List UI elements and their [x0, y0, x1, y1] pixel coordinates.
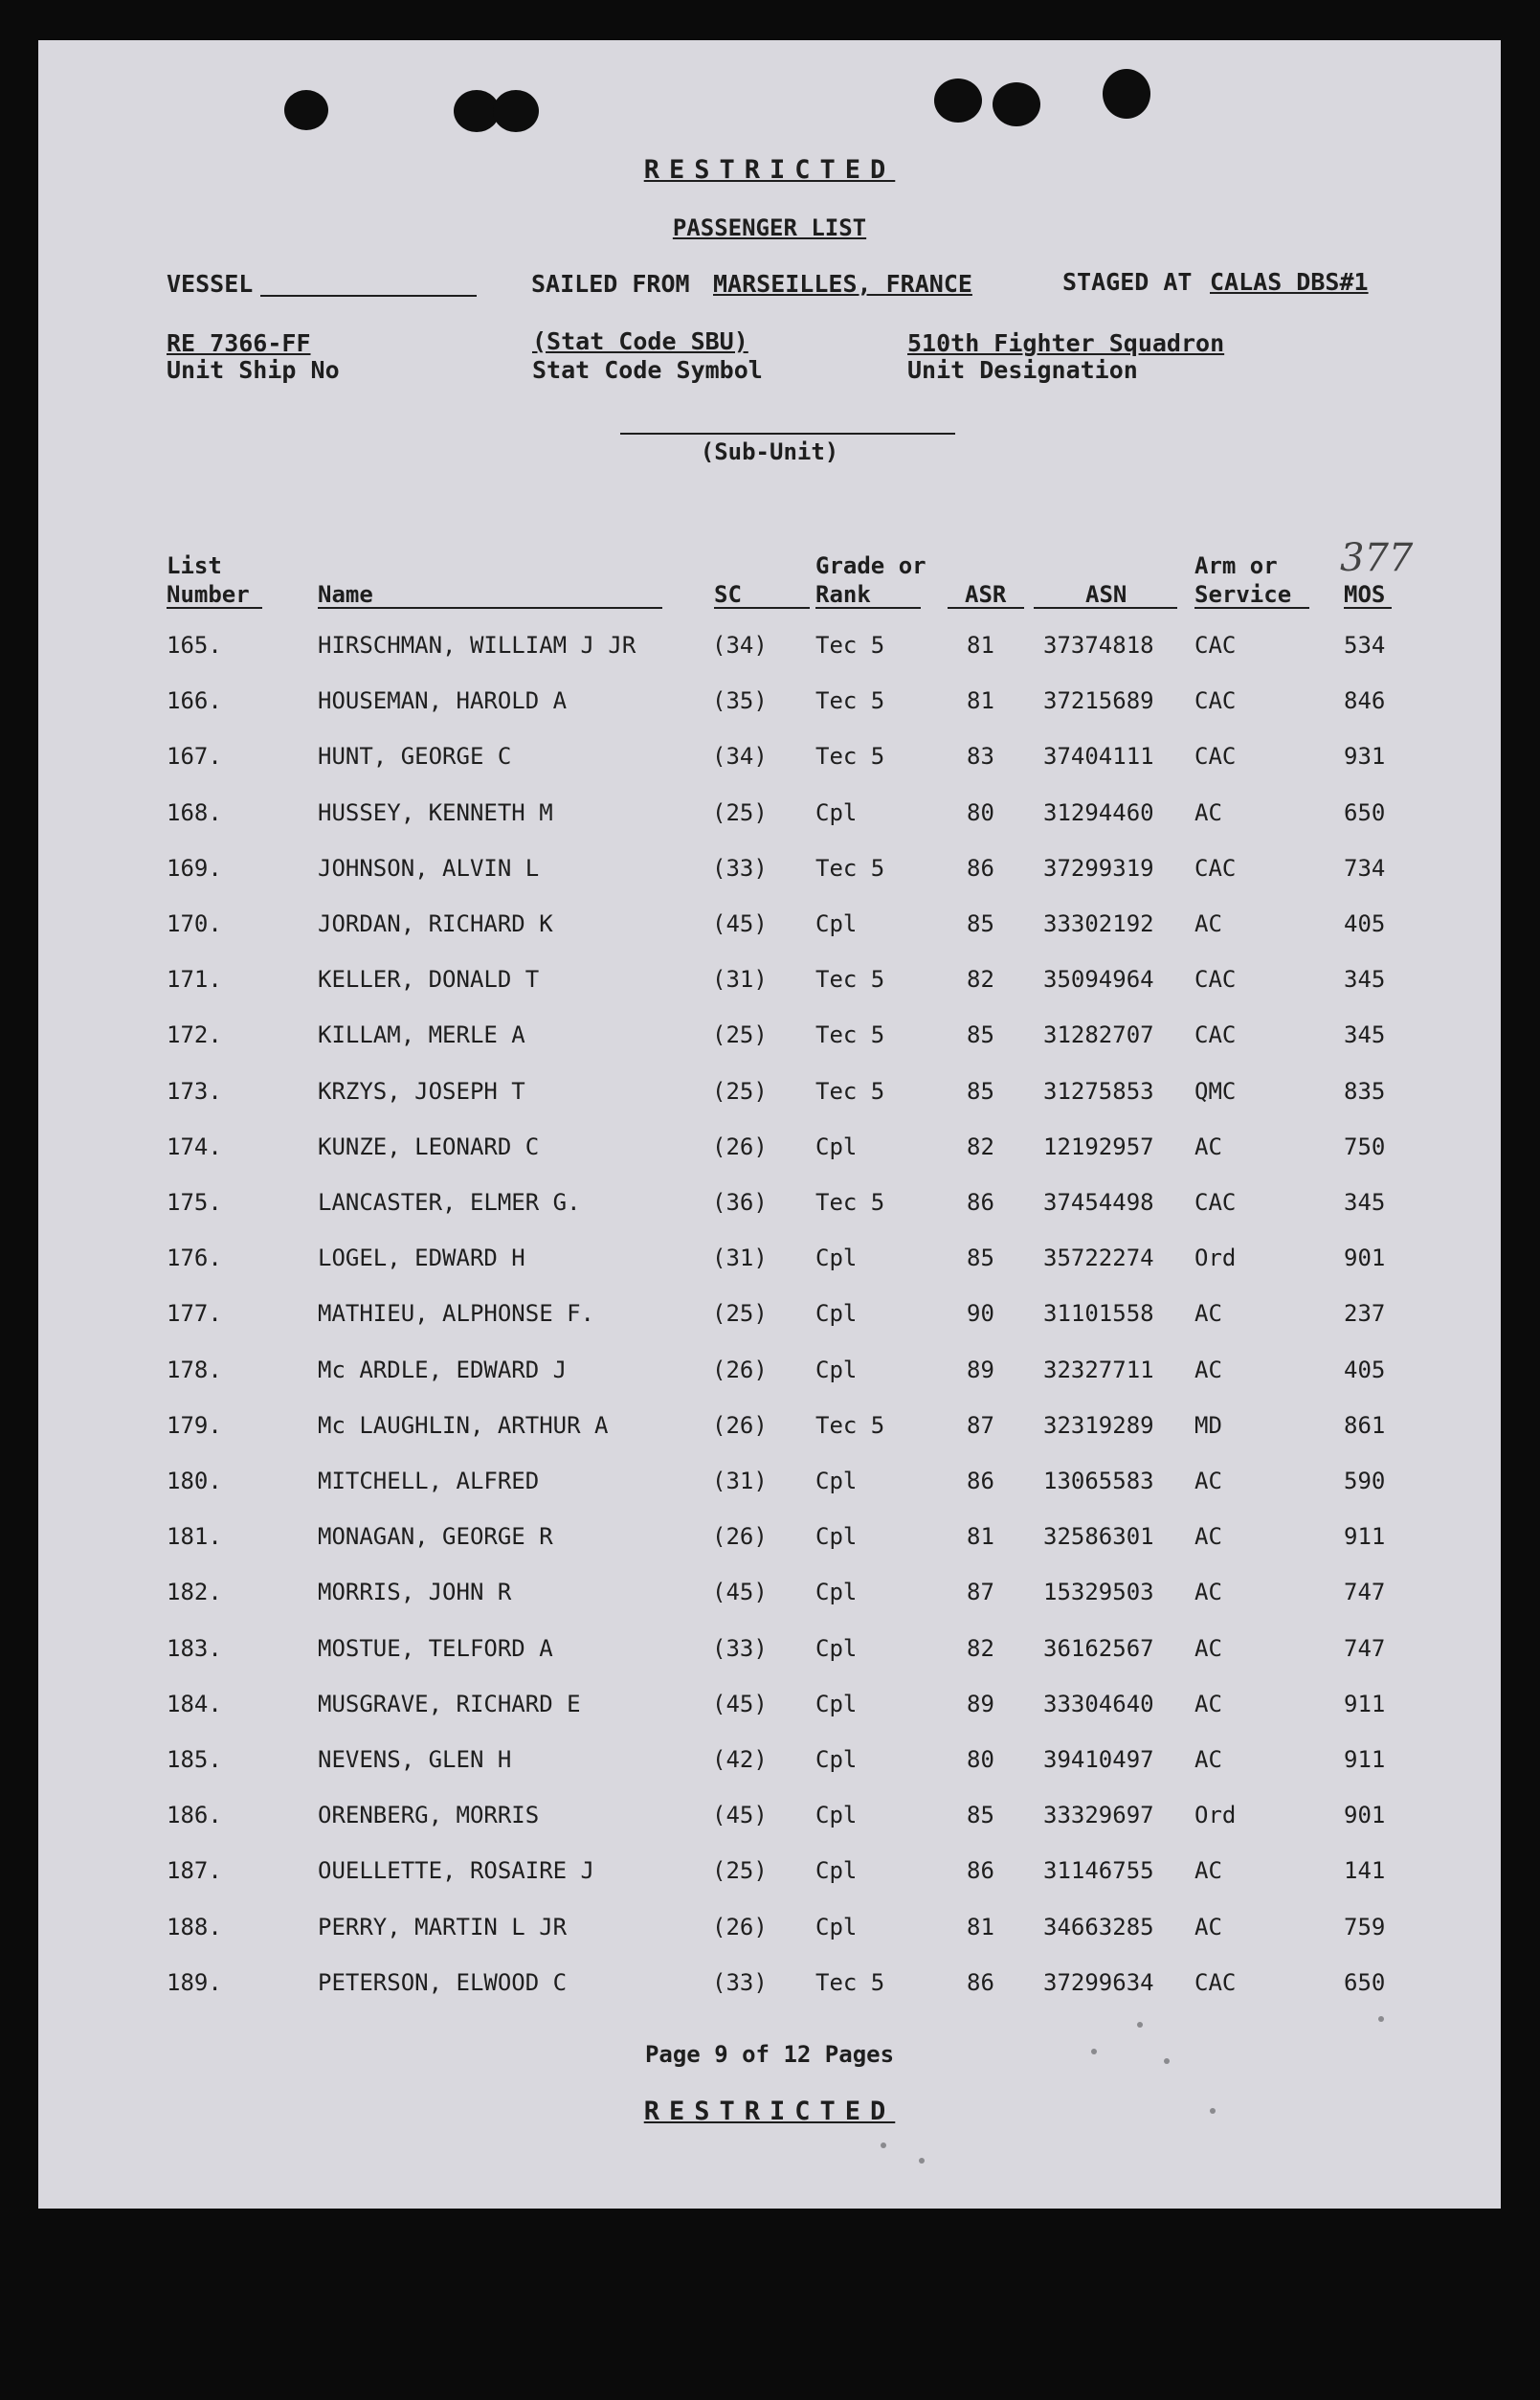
list-number-cell: 178. — [167, 1357, 222, 1383]
name-cell: NEVENS, GLEN H — [318, 1746, 512, 1773]
document-title: PASSENGER LIST — [672, 214, 867, 241]
col-underline — [815, 607, 921, 609]
mos-cell: 911 — [1344, 1523, 1386, 1550]
list-number-cell: 179. — [167, 1412, 222, 1439]
table-row — [38, 1635, 1501, 1673]
mos-cell: 911 — [1344, 1746, 1386, 1773]
vessel-label: VESSEL — [167, 270, 254, 298]
table-row — [38, 1523, 1501, 1561]
table-row — [38, 910, 1501, 949]
name-cell: JORDAN, RICHARD K — [318, 910, 553, 937]
asn-cell: 31101558 — [1043, 1300, 1154, 1327]
col-asr: ASR — [965, 581, 1007, 608]
mos-cell: 835 — [1344, 1078, 1386, 1105]
asr-cell: 82 — [967, 1635, 994, 1662]
unit-ship-no-label: Unit Ship No — [167, 356, 340, 384]
sc-cell: (33) — [712, 1635, 768, 1662]
name-cell: KRZYS, JOSEPH T — [318, 1078, 525, 1105]
paper-speck — [919, 2158, 925, 2164]
table-row — [38, 1245, 1501, 1283]
asn-cell: 37299634 — [1043, 1969, 1154, 1996]
list-number-cell: 185. — [167, 1746, 222, 1773]
grade-cell: Cpl — [815, 1635, 858, 1662]
arm-service-cell: CAC — [1194, 687, 1237, 714]
col-underline — [167, 607, 262, 609]
grade-cell: Cpl — [815, 1691, 858, 1717]
grade-cell: Tec 5 — [815, 1969, 885, 1996]
staged-at-value: CALAS DBS#1 — [1210, 268, 1369, 296]
list-number-cell: 172. — [167, 1021, 222, 1048]
grade-cell: Tec 5 — [815, 966, 885, 993]
sc-cell: (26) — [712, 1914, 768, 1940]
col-asn: ASN — [1085, 581, 1127, 608]
paper-speck — [1164, 2058, 1170, 2064]
asn-cell: 32586301 — [1043, 1523, 1154, 1550]
sc-cell: (26) — [712, 1133, 768, 1160]
col-arm-service: Arm or Service — [1194, 552, 1292, 608]
name-cell: ORENBERG, MORRIS — [318, 1802, 540, 1828]
restricted-stamp-top: RESTRICTED — [643, 155, 896, 185]
asr-cell: 86 — [967, 1969, 994, 1996]
asr-cell: 85 — [967, 1021, 994, 1048]
paper-speck — [1378, 2016, 1384, 2022]
name-cell: OUELLETTE, ROSAIRE J — [318, 1857, 594, 1884]
grade-cell: Tec 5 — [815, 743, 885, 770]
list-number-cell: 171. — [167, 966, 222, 993]
col-underline — [714, 607, 810, 609]
name-cell: HIRSCHMAN, WILLIAM J JR — [318, 632, 636, 659]
sc-cell: (26) — [712, 1412, 768, 1439]
asr-cell: 87 — [967, 1412, 994, 1439]
mos-cell: 405 — [1344, 1357, 1386, 1383]
mos-cell: 650 — [1344, 1969, 1386, 1996]
mos-cell: 345 — [1344, 1021, 1386, 1048]
arm-service-cell: AC — [1194, 1635, 1222, 1662]
asr-cell: 80 — [967, 1746, 994, 1773]
grade-cell: Tec 5 — [815, 1021, 885, 1048]
list-number-cell: 177. — [167, 1300, 222, 1327]
table-row — [38, 1802, 1501, 1840]
asn-cell: 33302192 — [1043, 910, 1154, 937]
table-row — [38, 743, 1501, 781]
arm-service-cell: AC — [1194, 1133, 1222, 1160]
grade-cell: Cpl — [815, 1579, 858, 1605]
name-cell: KILLAM, MERLE A — [318, 1021, 525, 1048]
punch-hole — [934, 79, 982, 123]
asn-cell: 33329697 — [1043, 1802, 1154, 1828]
name-cell: JOHNSON, ALVIN L — [318, 855, 540, 882]
mos-cell: 650 — [1344, 799, 1386, 826]
list-number-cell: 173. — [167, 1078, 222, 1105]
sc-cell: (25) — [712, 1021, 768, 1048]
table-row — [38, 855, 1501, 893]
punch-hole — [493, 90, 539, 132]
arm-service-cell: CAC — [1194, 743, 1237, 770]
sc-cell: (25) — [712, 1857, 768, 1884]
mos-cell: 590 — [1344, 1468, 1386, 1494]
punch-hole — [1103, 69, 1150, 119]
grade-cell: Cpl — [815, 1357, 858, 1383]
col-name: Name — [318, 581, 373, 608]
grade-cell: Tec 5 — [815, 632, 885, 659]
arm-service-cell: AC — [1194, 1746, 1222, 1773]
mos-cell: 534 — [1344, 632, 1386, 659]
sc-cell: (25) — [712, 1078, 768, 1105]
asr-cell: 86 — [967, 1468, 994, 1494]
table-row — [38, 1300, 1501, 1338]
asr-cell: 80 — [967, 799, 994, 826]
asn-cell: 32327711 — [1043, 1357, 1154, 1383]
sc-cell: (45) — [712, 1579, 768, 1605]
arm-service-cell: MD — [1194, 1412, 1222, 1439]
mos-cell: 931 — [1344, 743, 1386, 770]
sub-unit-line — [620, 433, 955, 435]
sc-cell: (36) — [712, 1189, 768, 1216]
list-number-cell: 169. — [167, 855, 222, 882]
arm-service-cell: AC — [1194, 1300, 1222, 1327]
arm-service-cell: AC — [1194, 1579, 1222, 1605]
mos-cell: 846 — [1344, 687, 1386, 714]
sc-cell: (45) — [712, 910, 768, 937]
table-row — [38, 1021, 1501, 1060]
sc-cell: (34) — [712, 743, 768, 770]
mos-cell: 747 — [1344, 1635, 1386, 1662]
table-row — [38, 1078, 1501, 1116]
name-cell: LANCASTER, ELMER G. — [318, 1189, 581, 1216]
table-row — [38, 1133, 1501, 1172]
list-number-cell: 176. — [167, 1245, 222, 1271]
asr-cell: 81 — [967, 632, 994, 659]
grade-cell: Cpl — [815, 1523, 858, 1550]
table-row — [38, 1969, 1501, 2007]
arm-service-cell: Ord — [1194, 1245, 1237, 1271]
paper-speck — [1091, 2049, 1097, 2054]
name-cell: MITCHELL, ALFRED — [318, 1468, 540, 1494]
sailed-from-label: SAILED FROM — [531, 270, 690, 298]
asr-cell: 89 — [967, 1357, 994, 1383]
list-number-cell: 174. — [167, 1133, 222, 1160]
mos-cell: 237 — [1344, 1300, 1386, 1327]
name-cell: LOGEL, EDWARD H — [318, 1245, 525, 1271]
grade-cell: Tec 5 — [815, 1412, 885, 1439]
asr-cell: 85 — [967, 1245, 994, 1271]
arm-service-cell: AC — [1194, 1523, 1222, 1550]
list-number-cell: 183. — [167, 1635, 222, 1662]
grade-cell: Cpl — [815, 1746, 858, 1773]
mos-cell: 141 — [1344, 1857, 1386, 1884]
asn-cell: 13065583 — [1043, 1468, 1154, 1494]
asn-cell: 37299319 — [1043, 855, 1154, 882]
asr-cell: 85 — [967, 1078, 994, 1105]
punch-hole — [284, 90, 328, 130]
name-cell: Mc ARDLE, EDWARD J — [318, 1357, 568, 1383]
table-row — [38, 1412, 1501, 1450]
sc-cell: (26) — [712, 1523, 768, 1550]
grade-cell: Cpl — [815, 1914, 858, 1940]
asr-cell: 87 — [967, 1579, 994, 1605]
name-cell: HOUSEMAN, HAROLD A — [318, 687, 568, 714]
list-number-cell: 166. — [167, 687, 222, 714]
grade-cell: Cpl — [815, 1802, 858, 1828]
name-cell: PERRY, MARTIN L JR — [318, 1914, 568, 1940]
sc-cell: (45) — [712, 1802, 768, 1828]
name-cell: MUSGRAVE, RICHARD E — [318, 1691, 581, 1717]
mos-cell: 759 — [1344, 1914, 1386, 1940]
arm-service-cell: CAC — [1194, 1189, 1237, 1216]
asn-cell: 37454498 — [1043, 1189, 1154, 1216]
table-row — [38, 966, 1501, 1004]
sc-cell: (45) — [712, 1691, 768, 1717]
list-number-cell: 165. — [167, 632, 222, 659]
list-number-cell: 187. — [167, 1857, 222, 1884]
sc-cell: (25) — [712, 799, 768, 826]
name-cell: HUNT, GEORGE C — [318, 743, 512, 770]
mos-cell: 901 — [1344, 1802, 1386, 1828]
grade-cell: Tec 5 — [815, 687, 885, 714]
punch-hole — [993, 82, 1040, 126]
name-cell: Mc LAUGHLIN, ARTHUR A — [318, 1412, 609, 1439]
list-number-cell: 175. — [167, 1189, 222, 1216]
name-cell: PETERSON, ELWOOD C — [318, 1969, 568, 1996]
mos-cell: 405 — [1344, 910, 1386, 937]
list-number-cell: 167. — [167, 743, 222, 770]
sc-cell: (31) — [712, 1468, 768, 1494]
unit-ship-no-value: RE 7366-FF — [167, 329, 311, 357]
sc-cell: (25) — [712, 1300, 768, 1327]
grade-cell: Cpl — [815, 1468, 858, 1494]
asr-cell: 86 — [967, 1857, 994, 1884]
sc-cell: (34) — [712, 632, 768, 659]
col-grade: Grade or Rank — [815, 552, 926, 608]
mos-cell: 861 — [1344, 1412, 1386, 1439]
arm-service-cell: QMC — [1194, 1078, 1237, 1105]
asr-cell: 86 — [967, 855, 994, 882]
asn-cell: 37404111 — [1043, 743, 1154, 770]
sc-cell: (26) — [712, 1357, 768, 1383]
sc-cell: (35) — [712, 687, 768, 714]
asn-cell: 31275853 — [1043, 1078, 1154, 1105]
page-number-label: Page 9 of 12 Pages — [644, 2041, 895, 2068]
col-sc: SC — [714, 581, 742, 608]
asn-cell: 32319289 — [1043, 1412, 1154, 1439]
table-row — [38, 799, 1501, 838]
sc-cell: (33) — [712, 1969, 768, 1996]
asr-cell: 83 — [967, 743, 994, 770]
paper-speck — [1137, 2022, 1143, 2028]
arm-service-cell: CAC — [1194, 632, 1237, 659]
asr-cell: 81 — [967, 687, 994, 714]
unit-designation-label: Unit Designation — [907, 356, 1138, 384]
table-row — [38, 1746, 1501, 1784]
col-underline — [1194, 607, 1309, 609]
table-row — [38, 1357, 1501, 1395]
list-number-cell: 186. — [167, 1802, 222, 1828]
asn-cell: 39410497 — [1043, 1746, 1154, 1773]
table-row — [38, 1189, 1501, 1227]
arm-service-cell: AC — [1194, 910, 1222, 937]
list-number-cell: 168. — [167, 799, 222, 826]
list-number-cell: 189. — [167, 1969, 222, 1996]
name-cell: MATHIEU, ALPHONSE F. — [318, 1300, 594, 1327]
grade-cell: Cpl — [815, 1245, 858, 1271]
table-row — [38, 1579, 1501, 1617]
grade-cell: Cpl — [815, 1857, 858, 1884]
asn-cell: 31146755 — [1043, 1857, 1154, 1884]
asn-cell: 37374818 — [1043, 632, 1154, 659]
grade-cell: Tec 5 — [815, 1078, 885, 1105]
list-number-cell: 181. — [167, 1523, 222, 1550]
grade-cell: Tec 5 — [815, 1189, 885, 1216]
arm-service-cell: CAC — [1194, 1969, 1237, 1996]
mos-cell: 747 — [1344, 1579, 1386, 1605]
asr-cell: 81 — [967, 1523, 994, 1550]
sc-cell: (31) — [712, 1245, 768, 1271]
name-cell: KUNZE, LEONARD C — [318, 1133, 540, 1160]
arm-service-cell: AC — [1194, 1691, 1222, 1717]
name-cell: MOSTUE, TELFORD A — [318, 1635, 553, 1662]
table-row — [38, 1691, 1501, 1729]
paper-speck — [881, 2142, 886, 2148]
grade-cell: Tec 5 — [815, 855, 885, 882]
sub-unit-label: (Sub-Unit) — [700, 438, 839, 465]
asn-cell: 35722274 — [1043, 1245, 1154, 1271]
name-cell: KELLER, DONALD T — [318, 966, 540, 993]
asn-cell: 15329503 — [1043, 1579, 1154, 1605]
asr-cell: 85 — [967, 910, 994, 937]
unit-designation-value: 510th Fighter Squadron — [907, 329, 1225, 357]
name-cell: HUSSEY, KENNETH M — [318, 799, 553, 826]
asr-cell: 82 — [967, 1133, 994, 1160]
asn-cell: 34663285 — [1043, 1914, 1154, 1940]
col-underline — [1344, 607, 1392, 609]
handwritten-page-number: 377 — [1340, 536, 1414, 580]
list-number-cell: 188. — [167, 1914, 222, 1940]
name-cell: MORRIS, JOHN R — [318, 1579, 512, 1605]
stat-code-value: (Stat Code SBU) — [532, 327, 748, 355]
mos-cell: 345 — [1344, 1189, 1386, 1216]
arm-service-cell: AC — [1194, 1857, 1222, 1884]
asn-cell: 12192957 — [1043, 1133, 1154, 1160]
table-row — [38, 687, 1501, 726]
arm-service-cell: Ord — [1194, 1802, 1237, 1828]
col-list-number: List Number — [167, 552, 250, 608]
mos-cell: 734 — [1344, 855, 1386, 882]
arm-service-cell: CAC — [1194, 855, 1237, 882]
arm-service-cell: AC — [1194, 1468, 1222, 1494]
asr-cell: 85 — [967, 1802, 994, 1828]
sailed-from-value: MARSEILLES, FRANCE — [713, 270, 972, 298]
asr-cell: 90 — [967, 1300, 994, 1327]
asr-cell: 86 — [967, 1189, 994, 1216]
mos-cell: 345 — [1344, 966, 1386, 993]
mos-cell: 911 — [1344, 1691, 1386, 1717]
name-cell: MONAGAN, GEORGE R — [318, 1523, 553, 1550]
grade-cell: Cpl — [815, 799, 858, 826]
list-number-cell: 170. — [167, 910, 222, 937]
sc-cell: (42) — [712, 1746, 768, 1773]
sc-cell: (33) — [712, 855, 768, 882]
asr-cell: 82 — [967, 966, 994, 993]
asn-cell: 36162567 — [1043, 1635, 1154, 1662]
table-row — [38, 1914, 1501, 1952]
sc-cell: (31) — [712, 966, 768, 993]
arm-service-cell: AC — [1194, 1357, 1222, 1383]
col-underline — [948, 607, 1024, 609]
grade-cell: Cpl — [815, 910, 858, 937]
arm-service-cell: AC — [1194, 799, 1222, 826]
list-number-cell: 182. — [167, 1579, 222, 1605]
staged-at-label: STAGED AT — [1062, 268, 1193, 296]
list-number-cell: 180. — [167, 1468, 222, 1494]
stat-code-label: Stat Code Symbol — [532, 356, 763, 384]
arm-service-cell: CAC — [1194, 1021, 1237, 1048]
grade-cell: Cpl — [815, 1300, 858, 1327]
asn-cell: 33304640 — [1043, 1691, 1154, 1717]
mos-cell: 750 — [1344, 1133, 1386, 1160]
vessel-blank-line — [260, 295, 477, 297]
col-underline — [1034, 607, 1177, 609]
grade-cell: Cpl — [815, 1133, 858, 1160]
asn-cell: 31294460 — [1043, 799, 1154, 826]
arm-service-cell: AC — [1194, 1914, 1222, 1940]
col-underline — [318, 607, 662, 609]
arm-service-cell: CAC — [1194, 966, 1237, 993]
asn-cell: 31282707 — [1043, 1021, 1154, 1048]
restricted-stamp-bottom: RESTRICTED — [643, 2097, 896, 2126]
asn-cell: 35094964 — [1043, 966, 1154, 993]
table-row — [38, 632, 1501, 670]
list-number-cell: 184. — [167, 1691, 222, 1717]
asn-cell: 37215689 — [1043, 687, 1154, 714]
table-row — [38, 1857, 1501, 1895]
table-row — [38, 1468, 1501, 1506]
document-page — [38, 40, 1501, 2209]
mos-cell: 901 — [1344, 1245, 1386, 1271]
asr-cell: 89 — [967, 1691, 994, 1717]
col-mos: MOS — [1344, 581, 1386, 608]
asr-cell: 81 — [967, 1914, 994, 1940]
paper-speck — [1210, 2108, 1216, 2114]
